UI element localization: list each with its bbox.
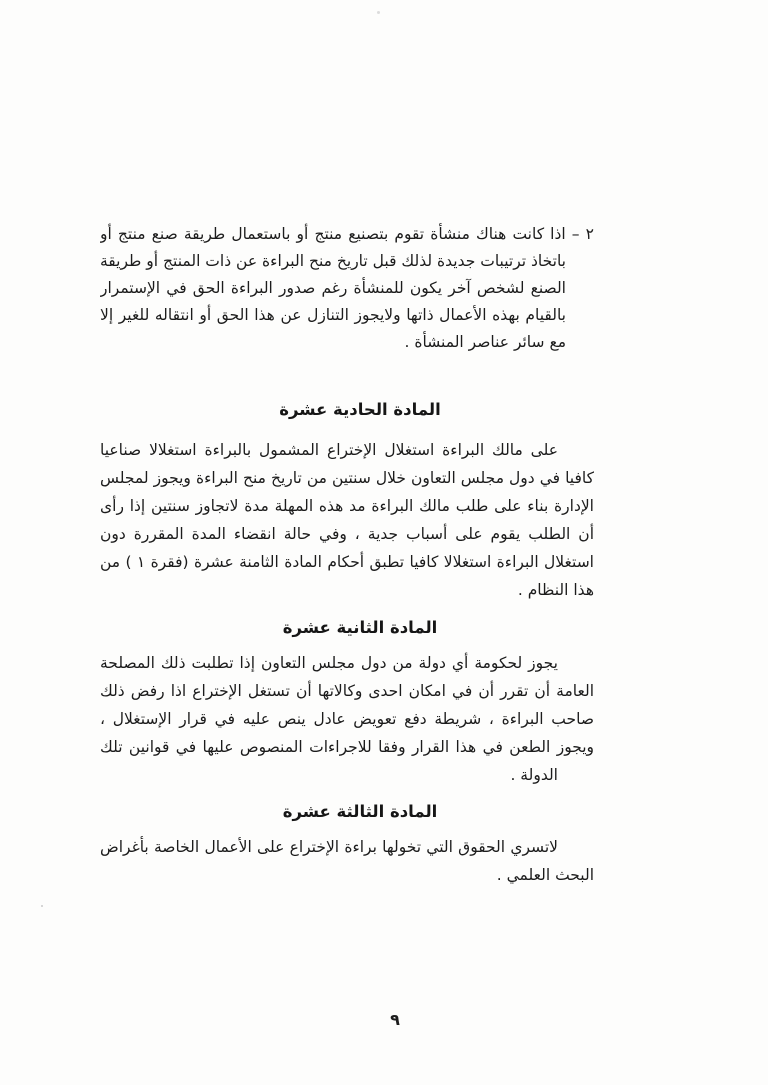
article-12-heading: المادة الثانية عشرة	[282, 618, 438, 637]
paragraph-line: البحث العلمي .	[496, 866, 594, 884]
paragraph-line: مع سائر عناصر المنشأة .	[404, 333, 566, 351]
paragraph-line: استغلال البراءة استغلالا كافيا تطبق أحكام المادة الثامنة عشرة (فقرة ١ ) من	[100, 553, 594, 571]
clause-2-paragraph	[100, 221, 594, 356]
paragraph-line: العامة أن تقرر أن في امكان احدى وكالاتها أن تستغل الإختراع اذا رفض ذلك	[100, 682, 594, 700]
scan-speck-left	[41, 905, 43, 907]
article-11-heading: المادة الحادية عشرة	[279, 400, 441, 419]
article-11-paragraph	[100, 436, 594, 604]
page-number: ٩	[390, 1010, 400, 1029]
paragraph-line: الإدارة بناء على طلب مالك البراءة مد هذه المهلة مدة لاتجاوز سنتين إذا رأى	[100, 497, 594, 515]
paragraph-line: على مالك البراءة استغلال الإختراع المشمول بالبراءة استغلالا صناعيا	[100, 441, 558, 459]
article-13-paragraph	[100, 833, 594, 889]
paragraph-line: كافيا في دول مجلس التعاون خلال سنتين من تاريخ منح البراءة ويجوز لمجلس	[100, 469, 594, 487]
article-13-heading: المادة الثالثة عشرة	[282, 802, 438, 821]
paragraph-line: يجوز لحكومة أي دولة من دول مجلس التعاون إذا تطلبت ذلك المصلحة	[100, 654, 558, 672]
article-12-paragraph	[100, 649, 594, 789]
paragraph-line: لاتسري الحقوق التي تخولها براءة الإختراع على الأعمال الخاصة بأغراض	[100, 838, 558, 856]
paragraph-line: هذا النظام .	[517, 581, 594, 599]
paragraph-line: ٢ – اذا كانت هناك منشأة تقوم بتصنيع منتج أو باستعمال طريقة صنع منتج أو	[100, 225, 594, 243]
paragraph-line: الدولة .	[510, 766, 558, 784]
paragraph-line: صاحب البراءة ، شريطة دفع تعويض عادل ينص عليه في قرار الإستغلال ،	[100, 710, 594, 728]
paragraph-line: أن الطلب يقوم على أسباب جدية ، وفي حالة انقضاء المدة المقررة دون	[100, 525, 594, 543]
paragraph-line: بالقيام بهذه الأعمال ذاتها ولايجوز التنازل عن هذا الحق أو انتقاله للغير إلا	[100, 306, 566, 324]
paragraph-line: باتخاذ ترتيبات جديدة لذلك قبل تاريخ منح البراءة عن ذات المنتج أو طريقة	[100, 252, 566, 270]
paragraph-line: الصنع لشخص آخر يكون للمنشأة رغم صدور البراءة الحق في الإستمرار	[100, 279, 566, 297]
paragraph-line: ويجوز الطعن في هذا القرار وفقا للاجراءات المنصوص عليها في قوانين تلك	[100, 738, 594, 756]
scan-speck-top	[377, 11, 380, 14]
